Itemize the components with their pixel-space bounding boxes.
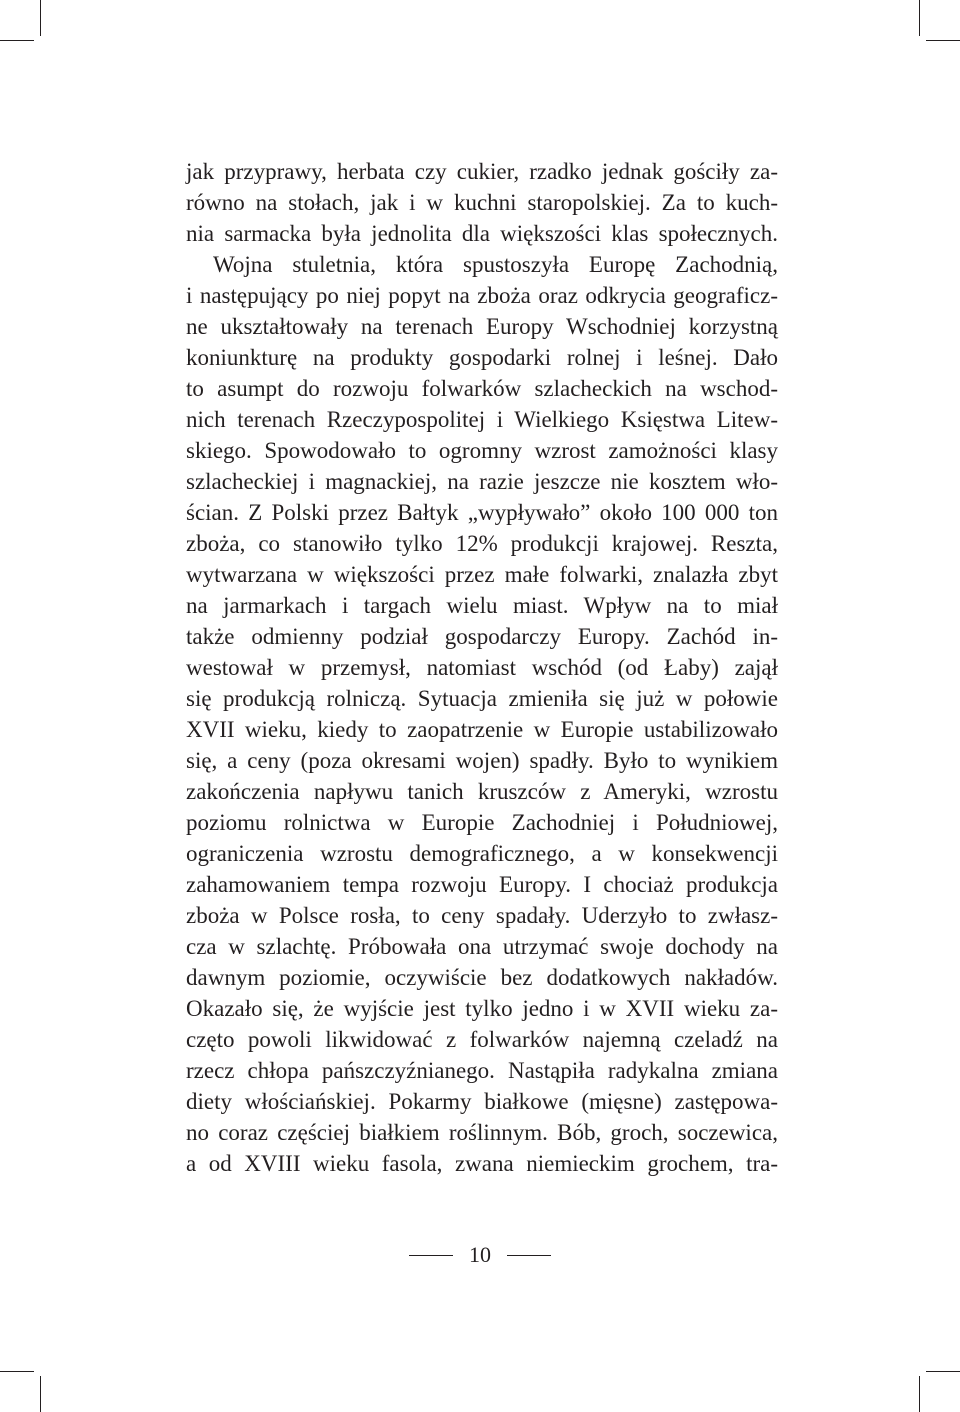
text-line: częto powoli likwidować z folwarków najemną czeladź na [186,1027,778,1052]
text-line: no coraz częściej białkiem roślinnym. Bób, groch, soczewica, [186,1120,778,1145]
folio-dash-left [409,1255,453,1256]
text-line: równo na stołach, jak i w kuchni staropolskiej. Za to kuch- [186,190,778,215]
text-line: i następujący po niej popyt na zboża oraz odkrycia geograficz- [186,283,778,308]
text-line: wytwarzana w większości przez małe folwarki, znalazła zbyt [186,562,778,587]
text-line: diety włościańskiej. Pokarmy białkowe (mięsne) zastępowa- [186,1089,778,1114]
text-line: skiego. Spowodowało to ogromny wzrost zamożności klasy [186,438,778,463]
text-line: to asumpt do rozwoju folwarków szlacheckich na wschod- [186,376,778,401]
text-line: ścian. Z Polski przez Bałtyk „wypływało” około 100 000 ton [186,500,778,525]
text-line: na jarmarkach i targach wielu miast. Wpływ na to miał [186,593,778,618]
crop-mark-top-right-vertical [919,0,920,36]
crop-mark-bottom-right-horizontal [926,1371,960,1372]
text-line: cza w szlachtę. Próbowała ona utrzymać swoje dochody na [186,934,778,959]
text-line: poziomu rolnictwa w Europie Zachodniej i Południowej, [186,810,778,835]
crop-mark-top-left-horizontal [0,40,34,41]
text-line: także odmienny podział gospodarczy Europy. Zachód in- [186,624,778,649]
text-line: rzecz chłopa pańszczyźnianego. Nastąpiła radykalna zmiana [186,1058,778,1083]
page-number-footer [0,1240,960,1270]
page-number: 10 [469,1242,491,1267]
text-line: szlacheckiej i magnackiej, na razie jeszcze nie kosztem wło- [186,469,778,494]
text-line: ograniczenia wzrostu demograficznego, a w konsekwencji [186,841,778,866]
crop-mark-top-right-horizontal [926,40,960,41]
text-line: a od XVIII wieku fasola, zwana niemieckim grochem, tra- [186,1151,778,1176]
text-line: zahamowaniem tempa rozwoju Europy. I chociaż produkcja [186,872,778,897]
text-line: koniunkturę na produkty gospodarki rolnej i leśnej. Dało [186,345,778,370]
text-line: Okazało się, że wyjście jest tylko jedno i w XVII wieku za- [186,996,778,1021]
text-line: zboża w Polsce rosła, to ceny spadały. Uderzyło to zwłasz- [186,903,778,928]
text-line: się produkcją rolniczą. Sytuacja zmieniła się już w połowie [186,686,778,711]
crop-mark-bottom-left-vertical [40,1376,41,1412]
crop-mark-bottom-right-vertical [919,1376,920,1412]
text-line: dawnym poziomie, oczywiście bez dodatkowych nakładów. [186,965,778,990]
folio-dash-right [507,1255,551,1256]
text-line: ne ukształtowały na terenach Europy Wschodniej korzystną [186,314,778,339]
text-line: westował w przemysł, natomiast wschód (od Łaby) zajął [186,655,778,680]
text-line: jak przyprawy, herbata czy cukier, rzadko jednak gościły za- [186,159,778,184]
text-line: XVII wieku, kiedy to zaopatrzenie w Europie ustabilizowało [186,717,778,742]
crop-mark-bottom-left-horizontal [0,1371,34,1372]
text-line: zboża, co stanowiło tylko 12% produkcji krajowej. Reszta, [186,531,778,556]
body-text [186,156,778,1179]
text-line: nia sarmacka była jednolita dla większości klas społecznych. [186,221,778,246]
text-line: Wojna stuletnia, która spustoszyła Europę Zachodnią, [213,252,778,277]
text-line: się, a ceny (poza okresami wojen) spadły. Było to wynikiem [186,748,778,773]
crop-mark-top-left-vertical [40,0,41,36]
text-line: zakończenia napływu tanich kruszców z Ameryki, wzrostu [186,779,778,804]
text-line: nich terenach Rzeczypospolitej i Wielkiego Księstwa Litew- [186,407,778,432]
